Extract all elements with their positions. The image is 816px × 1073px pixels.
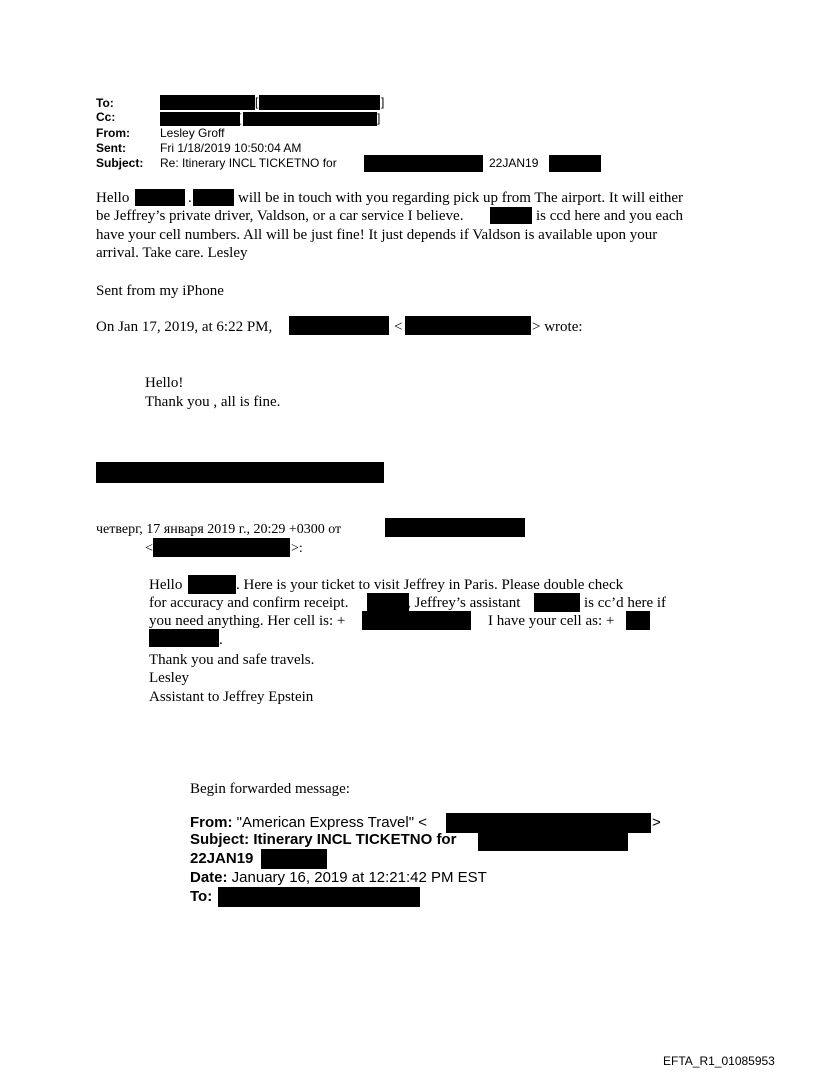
- original-line-7: Assistant to Jeffrey Epstein: [149, 689, 314, 705]
- forwarded-from-label: From:: [190, 814, 233, 831]
- quoted-line-1: Hello!: [145, 375, 184, 391]
- reply-line-3: have your cell numbers. All will be just fine! It just depends if Valdson is available upon your: [96, 227, 658, 243]
- redaction-subject-name: [364, 155, 483, 172]
- redaction-original-recipient: [188, 575, 236, 594]
- forwarded-date-label: Date:: [190, 869, 228, 886]
- redaction-subject-ticket: [549, 155, 601, 172]
- redaction-original-assistant: [534, 593, 580, 612]
- sent-from-iphone: Sent from my iPhone: [96, 283, 224, 299]
- redaction-signature-block: [96, 462, 384, 483]
- redaction-russian-name: [385, 518, 525, 537]
- russian-header-line-2a: <: [145, 541, 153, 556]
- original-line-1a: Hello: [149, 577, 183, 593]
- forwarded-subject-line-2: 22JAN19: [190, 850, 254, 867]
- from-value: Lesley Groff: [160, 126, 225, 140]
- sent-label: Sent:: [96, 141, 126, 155]
- sent-value: Fri 1/18/2019 10:50:04 AM: [160, 141, 302, 155]
- original-line-2b: , Jeffrey’s assistant: [407, 595, 521, 611]
- reply-line-4: arrival. Take care. Lesley: [96, 245, 248, 261]
- reply-line-2a: be Jeffrey’s private driver, Valdson, or a car service I believe.: [96, 208, 464, 224]
- cc-label: Cc:: [96, 110, 116, 124]
- reply-line-2b: is ccd here and you each: [536, 208, 684, 224]
- to-label: To:: [96, 96, 114, 110]
- reply-line-1c: will be in touch with you regarding pick up from The airport. It will either: [238, 190, 684, 206]
- original-line-1b: . Here is your ticket to visit Jeffrey in Paris. Please double check: [236, 577, 624, 593]
- redaction-original-name: [367, 593, 409, 612]
- forwarded-subject-label: Subject:: [190, 831, 250, 848]
- redaction-forwarded-from-email: [446, 813, 651, 833]
- redaction-forwarded-to: [218, 887, 420, 907]
- redaction-cc-email: [243, 112, 377, 126]
- redaction-quote-email: [405, 316, 531, 335]
- quoted-line-2: Thank you , all is fine.: [145, 394, 281, 410]
- redaction-reply-recipient: [135, 189, 185, 206]
- redaction-original-cell-cont: [149, 629, 219, 647]
- to-bracket-open: [: [255, 95, 259, 109]
- forwarded-date-line: [190, 870, 487, 886]
- forwarded-date-value: January 16, 2019 at 12:21:42 PM EST: [227, 869, 487, 886]
- forwarded-subject-value: Itinerary INCL TICKETNO for: [249, 831, 457, 848]
- reply-line-1a: Hello: [96, 190, 130, 206]
- forwarded-subject-line: [190, 832, 456, 848]
- original-line-2c: is cc’d here if: [584, 595, 667, 611]
- forwarded-intro: Begin forwarded message:: [190, 781, 350, 797]
- original-line-5: Thank you and safe travels.: [149, 652, 315, 668]
- cc-bracket-close: ]: [377, 111, 381, 125]
- russian-header-line-2b: >:: [291, 541, 303, 556]
- original-line-2a: for accuracy and confirm receipt.: [149, 595, 349, 611]
- to-bracket-close: ]: [381, 95, 385, 109]
- cc-bracket-open: [: [238, 111, 242, 125]
- redaction-quote-name: [289, 316, 389, 335]
- subject-value: Re: Itinerary INCL TICKETNO for: [160, 156, 337, 170]
- forwarded-from-end: >: [652, 814, 661, 831]
- russian-header-line-1: четверг, 17 января 2019 г., 20:29 +0300 от: [96, 522, 342, 537]
- subject-label: Subject:: [96, 156, 144, 170]
- redaction-reply-contact: [193, 189, 234, 206]
- forwarded-from-line: [190, 815, 427, 831]
- from-label: From:: [96, 126, 130, 140]
- reply-line-1b: .: [188, 190, 192, 206]
- bates-number: EFTA_R1_01085953: [663, 1054, 775, 1068]
- redaction-to-email: [259, 95, 380, 110]
- redaction-cc-name: [160, 112, 240, 126]
- redaction-forwarded-subject-name: [478, 831, 628, 851]
- forwarded-from-value: "American Express Travel" <: [232, 814, 427, 831]
- original-line-6: Lesley: [149, 670, 189, 686]
- forwarded-to-label: To:: [190, 888, 213, 905]
- original-line-4: .: [219, 632, 223, 648]
- original-line-3b: I have your cell as: +: [488, 613, 615, 629]
- redaction-forwarded-subject-ticket: [261, 849, 327, 869]
- quote-header-a: On Jan 17, 2019, at 6:22 PM,: [96, 319, 273, 335]
- quote-header-c: > wrote:: [532, 319, 583, 335]
- redaction-original-your-cell: [626, 611, 650, 630]
- redaction-original-her-cell: [362, 611, 471, 630]
- subject-date: 22JAN19: [489, 156, 539, 170]
- quote-header-b: <: [394, 319, 403, 335]
- redaction-reply-ccd: [490, 207, 532, 224]
- redaction-to-name: [160, 95, 255, 110]
- redaction-russian-email: [153, 538, 290, 557]
- original-line-3a: you need anything. Her cell is: +: [149, 613, 346, 629]
